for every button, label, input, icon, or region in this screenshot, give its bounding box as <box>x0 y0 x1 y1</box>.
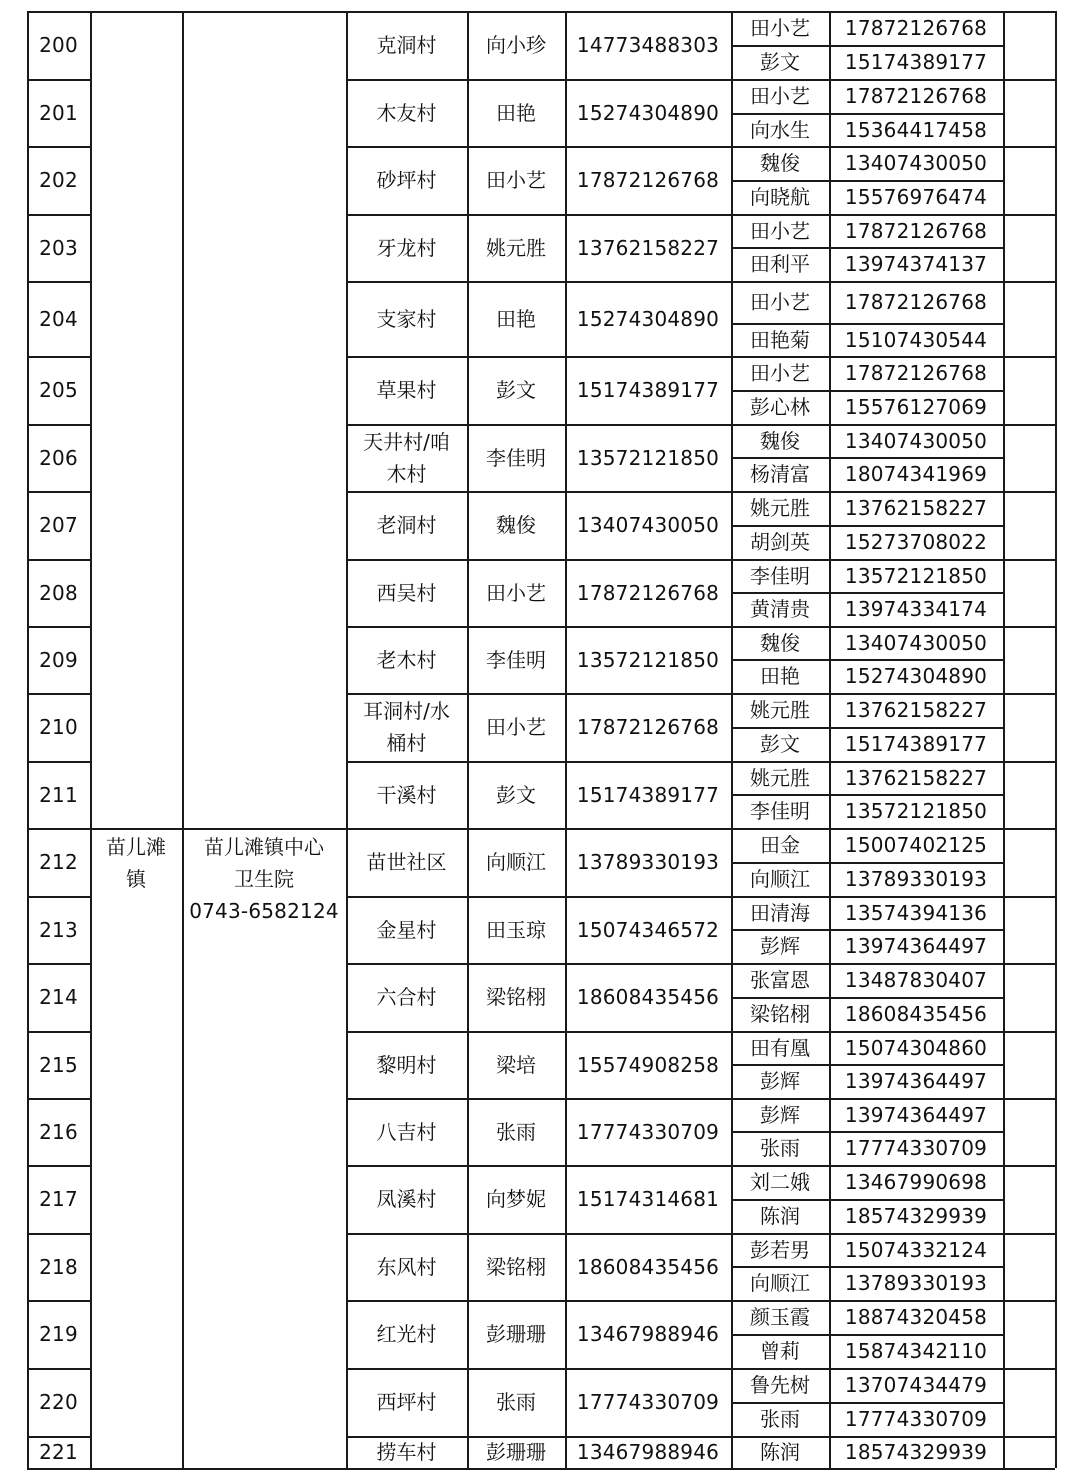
row-number: 219 <box>39 1322 78 1346</box>
contact-name: 田利平 <box>750 252 810 276</box>
contact-phone: 13572121850 <box>844 563 988 588</box>
contact-phone: 15576976474 <box>844 185 988 209</box>
contact-phone: 13789330193 <box>844 867 988 891</box>
village-name: 凤溪村 <box>376 1187 437 1211</box>
contact-phone: 13762158227 <box>844 496 988 520</box>
grid-line <box>27 1468 1055 1470</box>
contact-phone: 13974374137 <box>844 252 988 276</box>
contact-name: 向顺江 <box>750 867 810 891</box>
village-name: 耳洞村/水桶村 <box>363 699 450 755</box>
leader-phone: 15574908258 <box>576 1052 720 1077</box>
row-number: 218 <box>39 1254 78 1279</box>
leader-phone: 13407430050 <box>576 513 720 537</box>
leader-name: 向梦妮 <box>486 1187 546 1211</box>
contact-name: 鲁先树 <box>750 1373 810 1397</box>
leader-name: 张雨 <box>496 1119 536 1144</box>
village-name: 老木村 <box>376 647 437 672</box>
grid-line <box>1055 11 1057 1468</box>
leader-phone: 15174314681 <box>576 1187 720 1211</box>
leader-name: 彭文 <box>496 378 536 402</box>
contact-name: 田小艺 <box>750 218 810 243</box>
contact-name: 田艳 <box>760 664 800 688</box>
contact-phone: 13762158227 <box>844 698 988 722</box>
leader-phone: 13467988946 <box>576 1322 720 1346</box>
contact-phone: 13407430050 <box>844 151 988 175</box>
contact-name: 陈润 <box>760 1440 800 1464</box>
leader-phone: 17872126768 <box>576 580 720 605</box>
contact-phone: 17774330709 <box>844 1136 988 1160</box>
leader-name: 彭珊珊 <box>486 1440 546 1464</box>
contact-phone: 13974364497 <box>844 1069 988 1093</box>
village-name: 西吴村 <box>376 580 437 605</box>
contact-name: 田小艺 <box>750 290 810 314</box>
contact-phone: 13974334174 <box>844 597 988 621</box>
row-number: 201 <box>39 100 78 125</box>
leader-phone: 13467988946 <box>576 1440 720 1464</box>
leader-phone: 13789330193 <box>576 850 720 874</box>
contact-name: 姚元胜 <box>750 496 810 520</box>
contact-phone: 17774330709 <box>844 1407 988 1431</box>
contact-name: 向晓航 <box>750 185 810 209</box>
village-name: 八吉村 <box>376 1119 437 1144</box>
village-name: 老洞村 <box>376 513 437 537</box>
row-number: 214 <box>39 985 78 1009</box>
row-number: 206 <box>39 445 78 470</box>
contact-name: 田清海 <box>750 900 810 925</box>
row-number: 220 <box>39 1390 78 1414</box>
contact-name: 张雨 <box>760 1407 800 1431</box>
row-number: 207 <box>39 513 78 537</box>
contact-phone: 15074332124 <box>844 1237 988 1262</box>
grid-line <box>182 11 184 1468</box>
village-name: 克洞村 <box>376 33 437 57</box>
contact-phone: 15074304860 <box>844 1035 988 1060</box>
row-number: 202 <box>39 168 78 192</box>
contact-phone: 15174389177 <box>844 732 988 756</box>
row-number: 215 <box>39 1052 78 1077</box>
leader-phone: 15274304890 <box>576 306 720 331</box>
leader-phone: 13572121850 <box>576 445 720 470</box>
leader-name: 李佳明 <box>486 647 546 672</box>
contact-name: 田小艺 <box>750 16 810 40</box>
contact-phone: 15174389177 <box>844 50 988 74</box>
contact-phone: 15364417458 <box>844 117 988 142</box>
village-name: 苗世社区 <box>366 850 447 874</box>
contact-name: 曾莉 <box>760 1339 800 1363</box>
contact-name: 刘二娥 <box>750 1170 810 1194</box>
contact-name: 魏俊 <box>760 428 800 453</box>
contact-name: 杨清富 <box>750 462 810 486</box>
village-name: 草果村 <box>376 378 437 402</box>
leader-phone: 17872126768 <box>576 168 720 192</box>
village-name: 金星村 <box>376 917 437 942</box>
contact-phone: 17872126768 <box>844 218 988 243</box>
contact-name: 李佳明 <box>750 799 810 823</box>
leader-phone: 13572121850 <box>576 647 720 672</box>
village-name: 砂坪村 <box>376 168 437 192</box>
contact-phone: 13762158227 <box>844 765 988 790</box>
contact-phone: 18574329939 <box>844 1440 988 1464</box>
leader-name: 向顺江 <box>486 850 546 874</box>
contact-phone: 18074341969 <box>844 462 988 486</box>
contact-phone: 15576127069 <box>844 395 988 419</box>
contact-name: 田金 <box>760 833 800 857</box>
row-number: 211 <box>39 782 78 807</box>
leader-phone: 17774330709 <box>576 1390 720 1414</box>
contact-name: 姚元胜 <box>750 765 810 790</box>
village-name: 六合村 <box>376 985 437 1009</box>
row-number: 208 <box>39 580 78 605</box>
leader-name: 梁铭栩 <box>486 985 546 1009</box>
row-number: 203 <box>39 235 78 260</box>
contact-name: 田有凰 <box>750 1035 810 1060</box>
row-number: 204 <box>39 306 78 331</box>
hospital-name: 卫生院 <box>234 867 294 891</box>
contact-phone: 13407430050 <box>844 428 988 453</box>
town-name: 镇 <box>126 867 146 891</box>
leader-name: 张雨 <box>496 1390 536 1414</box>
contact-phone: 17872126768 <box>844 16 988 40</box>
row-number: 217 <box>39 1187 78 1211</box>
contact-name: 彭辉 <box>760 1069 800 1093</box>
leader-name: 李佳明 <box>486 445 546 470</box>
leader-name: 向小珍 <box>486 33 546 57</box>
contact-phone: 15007402125 <box>844 833 988 857</box>
leader-phone: 14773488303 <box>576 33 720 57</box>
leader-name: 彭珊珊 <box>486 1322 546 1346</box>
village-name: 黎明村 <box>376 1052 437 1077</box>
contact-phone: 13487830407 <box>844 968 988 992</box>
village-name: 东风村 <box>376 1254 437 1279</box>
leader-phone: 15174389177 <box>576 782 720 807</box>
row-number: 200 <box>39 33 78 57</box>
contact-name: 田艳菊 <box>750 327 810 352</box>
row-number: 209 <box>39 647 78 672</box>
leader-name: 田艳 <box>496 306 536 331</box>
contact-name: 颜玉霞 <box>750 1305 810 1329</box>
contact-name: 彭辉 <box>760 1102 800 1127</box>
village-name: 支家村 <box>376 306 437 331</box>
leader-phone: 13762158227 <box>576 235 720 260</box>
leader-name: 梁培 <box>496 1052 536 1077</box>
contact-phone: 17872126768 <box>844 84 988 108</box>
contact-phone: 17872126768 <box>844 290 988 314</box>
contact-name: 田小艺 <box>750 84 810 108</box>
contact-name: 姚元胜 <box>750 698 810 722</box>
leader-name: 田小艺 <box>486 168 546 192</box>
row-number: 212 <box>39 850 78 874</box>
contact-name: 张雨 <box>760 1136 800 1160</box>
contact-name: 陈润 <box>760 1204 800 1228</box>
village-name: 牙龙村 <box>376 235 437 260</box>
contact-phone: 13574394136 <box>844 900 988 925</box>
village-name: 天井村/咱木村 <box>363 429 450 486</box>
contact-phone: 13974364497 <box>844 1102 988 1127</box>
leader-name: 田玉琼 <box>486 917 546 942</box>
village-name: 干溪村 <box>376 782 437 807</box>
leader-phone: 15274304890 <box>576 100 720 125</box>
contact-phone: 18574329939 <box>844 1204 988 1228</box>
contact-name: 彭文 <box>760 50 800 74</box>
row-number: 221 <box>39 1440 78 1464</box>
contact-name: 魏俊 <box>760 630 800 655</box>
contact-phone: 13707434479 <box>844 1373 988 1397</box>
contact-name: 向顺江 <box>750 1271 810 1295</box>
leader-name: 梁铭栩 <box>486 1254 546 1279</box>
contact-phone: 13974364497 <box>844 934 988 958</box>
leader-name: 田小艺 <box>486 715 546 739</box>
leader-phone: 18608435456 <box>576 1254 720 1279</box>
contact-name: 李佳明 <box>750 563 810 588</box>
contact-phone: 15107430544 <box>844 327 988 352</box>
contact-phone: 15274304890 <box>844 664 988 688</box>
town-name: 苗儿滩 <box>106 835 166 859</box>
grid-line <box>90 11 92 1468</box>
row-number: 210 <box>39 715 78 739</box>
hospital-phone: 0743-6582124 <box>189 899 339 923</box>
row-number: 216 <box>39 1119 78 1144</box>
contact-phone: 13467990698 <box>844 1170 988 1194</box>
contact-phone: 13407430050 <box>844 630 988 655</box>
contact-name: 彭辉 <box>760 934 800 958</box>
leader-phone: 15174389177 <box>576 378 720 402</box>
contact-phone: 17872126768 <box>844 361 988 385</box>
contact-name: 彭文 <box>760 732 800 756</box>
contact-name: 向水生 <box>750 117 810 142</box>
contact-phone: 18608435456 <box>844 1002 988 1026</box>
contact-name: 张富恩 <box>750 968 810 992</box>
leader-phone: 17872126768 <box>576 715 720 739</box>
contact-name: 彭若男 <box>750 1237 810 1262</box>
row-number: 205 <box>39 378 78 402</box>
contact-phone: 18874320458 <box>844 1305 988 1329</box>
village-name: 西坪村 <box>376 1390 437 1414</box>
contact-name: 田小艺 <box>750 361 810 385</box>
contact-name: 魏俊 <box>760 151 800 175</box>
leader-name: 田小艺 <box>486 580 546 605</box>
row-number: 213 <box>39 917 78 942</box>
leader-name: 彭文 <box>496 782 536 807</box>
contact-phone: 15273708022 <box>844 530 988 554</box>
grid-line <box>1003 11 1005 1468</box>
contact-phone: 15874342110 <box>844 1339 988 1363</box>
contact-phone: 13789330193 <box>844 1271 988 1295</box>
leader-name: 魏俊 <box>496 513 536 537</box>
contact-phone: 13572121850 <box>844 799 988 823</box>
hospital-name: 苗儿滩镇中心 <box>204 835 324 859</box>
contact-name: 胡剑英 <box>750 530 810 554</box>
village-name: 木友村 <box>376 100 437 125</box>
leader-phone: 15074346572 <box>576 917 720 942</box>
contact-name: 梁铭栩 <box>750 1002 810 1026</box>
leader-phone: 18608435456 <box>576 985 720 1009</box>
village-name: 红光村 <box>376 1322 437 1346</box>
contact-name: 黄清贵 <box>750 597 810 621</box>
leader-phone: 17774330709 <box>576 1119 720 1144</box>
contact-name: 彭心林 <box>750 395 810 419</box>
leader-name: 姚元胜 <box>486 235 546 260</box>
village-name: 捞车村 <box>376 1440 437 1464</box>
leader-name: 田艳 <box>496 100 536 125</box>
